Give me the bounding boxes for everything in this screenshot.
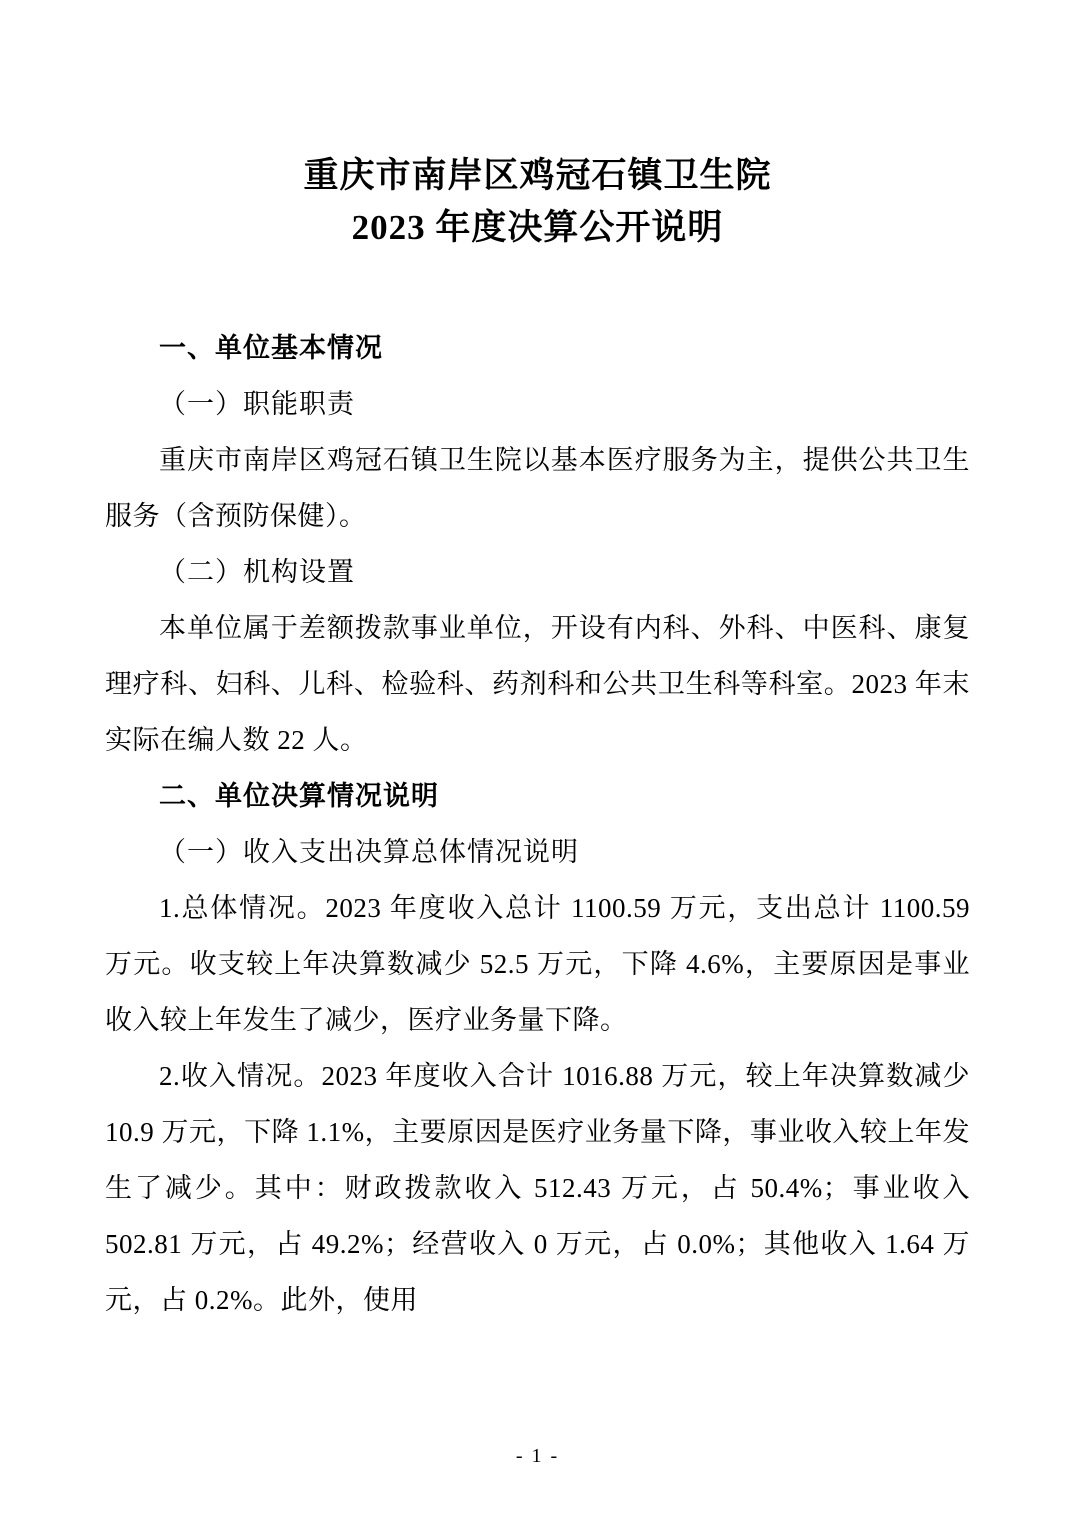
section-heading-1: 一、单位基本情况 [159,333,383,363]
section-unit-basic-info [105,320,970,768]
paragraph-overall-situation: 1.总体情况。2023 年度收入总计 1100.59 万元，支出总计 1100.59 万元。收支较上年决算数减少 52.5 万元，下降 4.6%，主要原因是事业收入较上年发生了减少，医疗业务量下降。 [105,893,970,1035]
paragraph-income-situation: 2.收入情况。2023 年度收入合计 1016.88 万元，较上年决算数减少 10.9 万元，下降 1.1%，主要原因是医疗业务量下降，事业收入较上年发生了减少。其中：财政拨款收入 512.43 万元，占 50.4%；事业收入 502.81 万元，占 49.2%；经营收入 0 万元，占 0.0%；其他收入 1.64 万元，占 0.2%。此外，使用 [105,1061,970,1315]
page-title-line-2: 2023 年度决算公开说明 [351,208,724,247]
subheading-duties: （一）职能职责 [159,389,355,419]
title-spacer [105,258,970,320]
page-title [105,150,970,254]
page-title-line-1: 重庆市南岸区鸡冠石镇卫生院 [303,156,772,195]
subheading-org-setup: （二）机构设置 [159,557,355,587]
page-number: - 1 - [515,1445,560,1467]
section-final-accounts [105,768,970,1328]
paragraph-duties: 重庆市南岸区鸡冠石镇卫生院以基本医疗服务为主，提供公共卫生服务（含预防保健）。 [105,445,970,531]
paragraph-org-setup: 本单位属于差额拨款事业单位，开设有内科、外科、中医科、康复理疗科、妇科、儿科、检验科、药剂科和公共卫生科等科室。2023 年末实际在编人数 22 人。 [105,613,970,755]
section-heading-2: 二、单位决算情况说明 [159,781,439,811]
subheading-income-expense-overview: （一）收入支出决算总体情况说明 [159,837,579,867]
